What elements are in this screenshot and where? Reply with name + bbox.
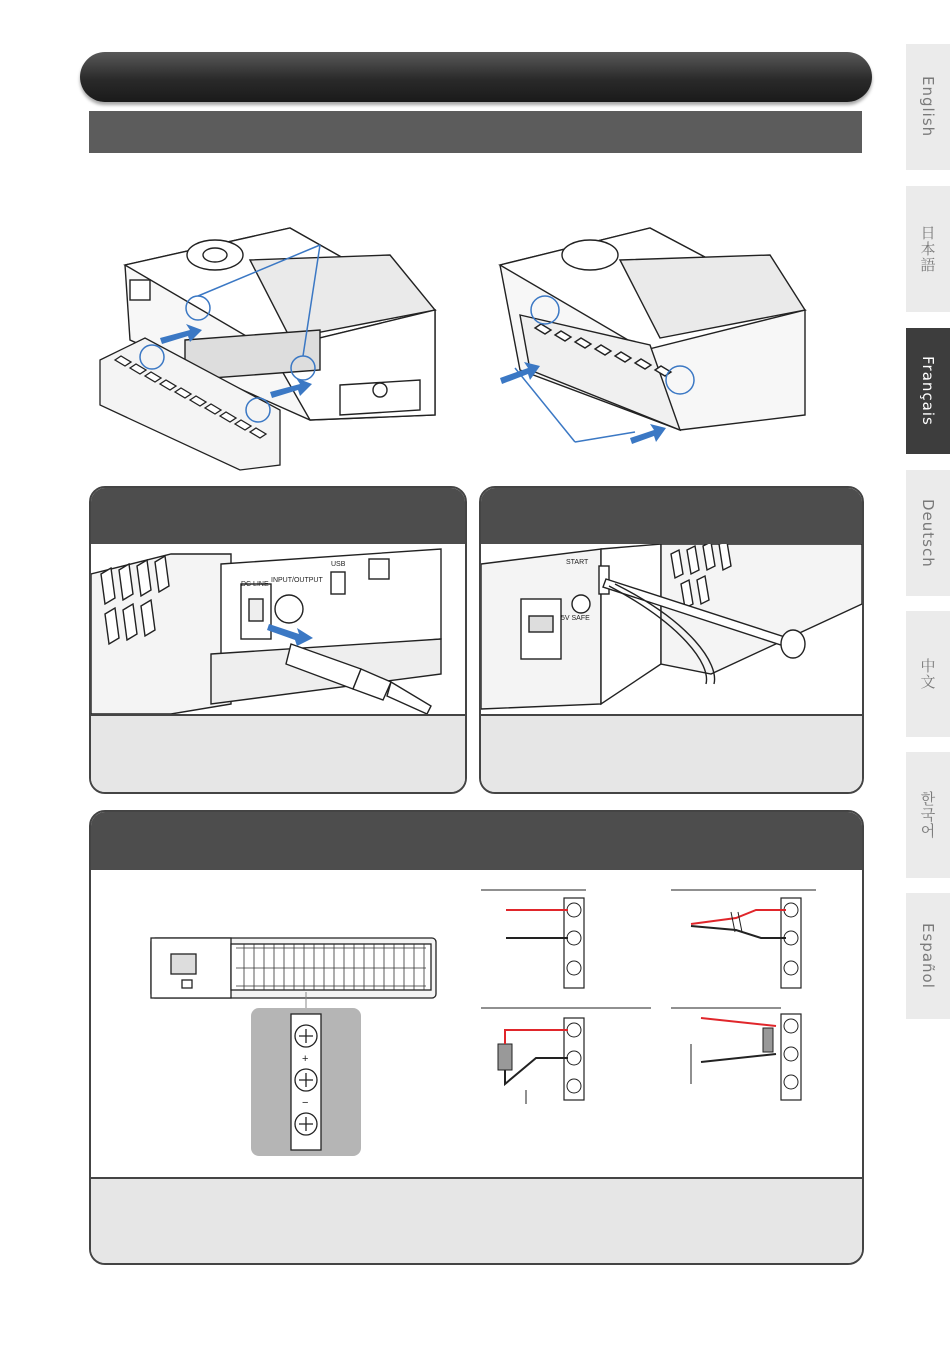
- page-title-bar: [80, 52, 872, 102]
- tab-espanol[interactable]: [906, 893, 950, 1019]
- panel-ground-connection: [479, 486, 864, 794]
- tab-japanese-label: 日本語: [918, 225, 937, 273]
- panel-input-wiring: [89, 810, 864, 1265]
- panel-ground-header: [481, 488, 862, 544]
- tab-francais-label: Français: [919, 356, 937, 426]
- tab-chinese[interactable]: [906, 611, 950, 737]
- panel-power-connection: [89, 486, 467, 794]
- panel-ground-caption: [481, 714, 862, 792]
- terminal-block-attach-illustration: [90, 220, 810, 480]
- safe-label: 5V SAFE: [561, 615, 590, 622]
- wiring-resistor: [671, 1008, 801, 1100]
- wiring-thermocouple: [671, 890, 816, 988]
- tab-english-label: English: [919, 76, 937, 138]
- device-rear-illustration: [146, 930, 446, 1160]
- usb-label: USB: [331, 561, 346, 568]
- ground-terminal-illustration: [481, 544, 862, 714]
- tab-francais[interactable]: [906, 328, 950, 454]
- wiring-voltage: [481, 890, 586, 988]
- panel-power-caption: [91, 714, 465, 792]
- tab-korean-label: 한국어: [918, 791, 937, 839]
- tab-chinese-label: 中文: [918, 658, 937, 690]
- arrow-push-2: [630, 424, 666, 444]
- tab-english[interactable]: [906, 44, 950, 170]
- start-label: START: [566, 559, 589, 566]
- tab-deutsch[interactable]: [906, 470, 950, 596]
- dc-line-illustration: [91, 544, 465, 714]
- tab-japanese[interactable]: [906, 186, 950, 312]
- dc-line-label: DC LINE: [241, 581, 269, 588]
- tab-korean[interactable]: [906, 752, 950, 878]
- input-output-label: INPUT/OUTPUT: [271, 577, 323, 584]
- panel-wiring-header: [91, 812, 862, 870]
- section-title-bar: [89, 111, 862, 153]
- tab-espanol-label: Español: [919, 923, 937, 989]
- wiring-current: [481, 1008, 651, 1104]
- panel-power-header: [91, 488, 465, 544]
- tab-deutsch-label: Deutsch: [919, 498, 937, 568]
- device-right: [500, 228, 805, 430]
- terminal-zoom-terminals: [291, 1014, 321, 1150]
- zoom-plus-sign: +: [302, 1053, 309, 1065]
- zoom-minus-sign: −: [302, 1097, 309, 1109]
- wiring-diagrams: [476, 884, 846, 1104]
- panel-wiring-caption: [91, 1177, 862, 1263]
